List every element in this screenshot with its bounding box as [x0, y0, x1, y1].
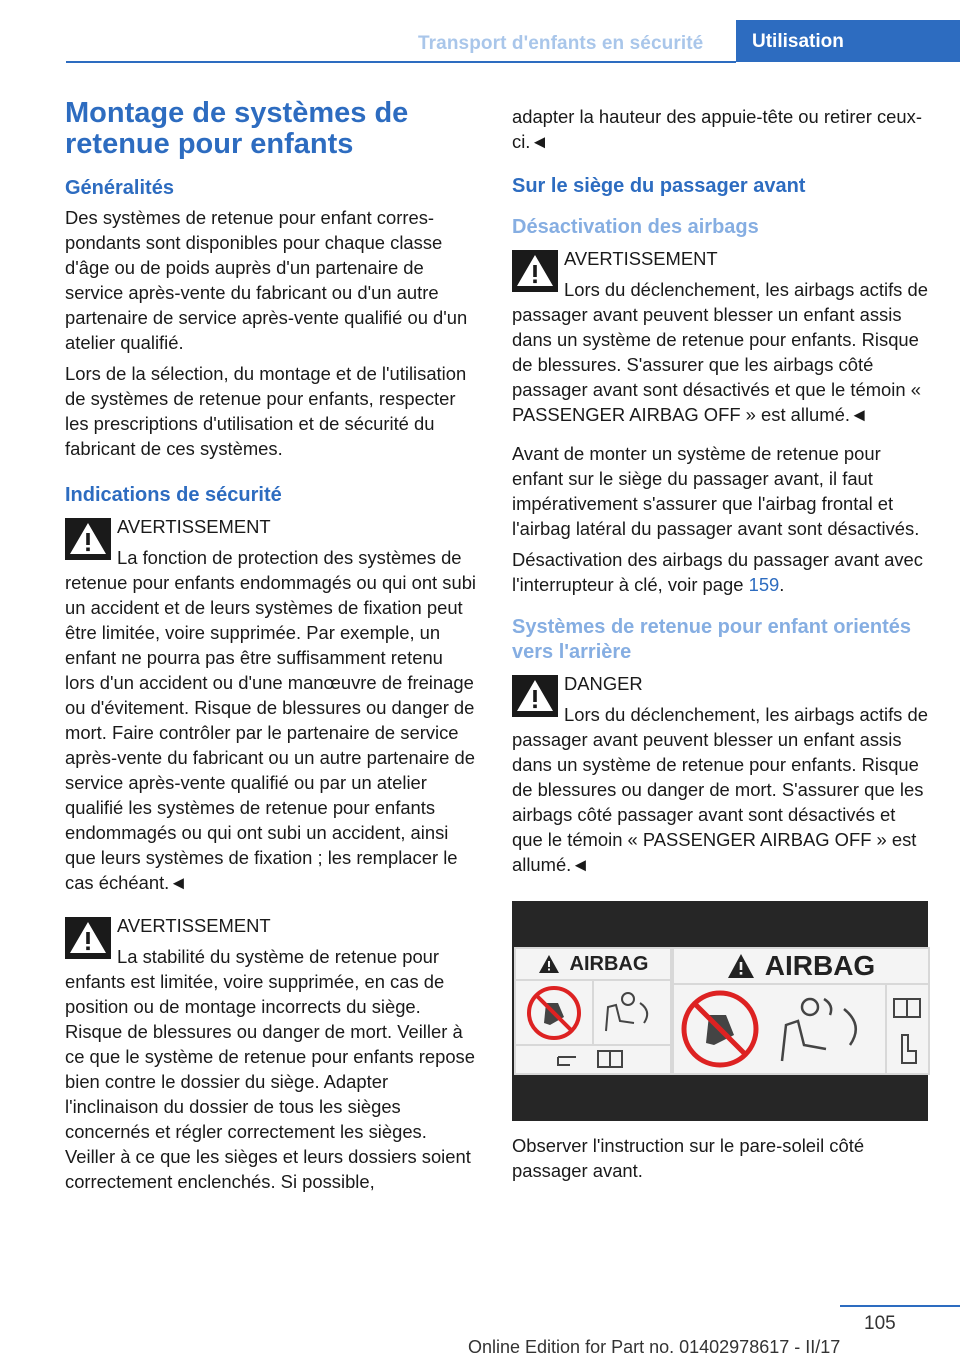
generalites-paragraph-1: Des systèmes de retenue pour enfant correspondants sont disponibles pour chaque classe d'âge ou de poids auprès d'un partenaire de service après-vente du fabricant ou d'un autre partenaire de service après-vente qualifié ou d'un atelier qualifié.	[65, 207, 468, 353]
left-column	[65, 98, 477, 1204]
systemes-arriere-heading: Systèmes de retenue pour enfant orientés vers l'arrière	[512, 616, 912, 663]
warning-block-3	[512, 246, 928, 427]
danger-block	[512, 671, 928, 877]
warning-triangle-icon	[512, 250, 558, 292]
airbag-label-small	[514, 947, 672, 1075]
manual-book-icon	[598, 1051, 622, 1067]
figure-caption: Observer l'instruction sur le pare-soleil côté passager avant.	[512, 1135, 865, 1181]
warning-triangle-icon	[512, 675, 558, 717]
warning-1-body: La fonction de protection des systèmes de retenue pour enfants endommagés ou qui ont subi un accident et de leurs systèmes de fixation peut être limitée, voire supprimée. Par exemple, un enfant ne pourra pas être suffisamment retenu lors d'un accident ou d'une manœuvre de freinage ou d'évitement. Risque de blessures ou danger de mort. Faire contrôler par le partenaire de service après-vente du fabricant ou un autre partenaire de service après-vente qualifié ou par un atelier qualifié les systèmes de retenue pour enfants endommagés ou qui ont subi un accident, ainsi que leurs systèmes de fixation ; les remplacer le cas échéant.◄	[65, 547, 477, 893]
warning-2-title: AVERTISSEMENT	[117, 915, 271, 936]
airbag-label-figure	[512, 901, 928, 1121]
page-header	[0, 0, 960, 62]
airbag-seat-icon	[606, 993, 647, 1031]
warning-triangle-icon	[65, 518, 111, 560]
avant-paragraph: Avant de monter un système de retenue pour enfant sur le siège du passager avant, il faut impérativement s'assurer que l'airbag frontal et l'airbag latéral du passager avant sont désactivés.	[512, 443, 920, 539]
warning-block-2	[65, 913, 477, 1194]
airbag-label-large-text: AIRBAG	[764, 950, 876, 981]
passager-avant-heading: Sur le siège du passager avant	[512, 175, 806, 197]
header-section-title: Transport d'enfants en sécurité	[418, 33, 704, 54]
manual-book-icon	[894, 999, 920, 1017]
hand-pointer-icon	[558, 1057, 576, 1065]
continued-text: adapter la hauteur des appuie-tête ou retirer ceux-ci.◄	[512, 106, 922, 152]
hand-pointer-icon	[902, 1035, 916, 1063]
desactivation-text: Désactivation des airbags du passager avant avec l'interrupteur à clé, voir page	[512, 549, 923, 595]
generalites-heading: Généralités	[65, 177, 174, 199]
warning-3-title: AVERTISSEMENT	[564, 248, 718, 269]
page-number: 105	[864, 1313, 896, 1334]
warning-3-body: Lors du déclenchement, les airbags actifs de passager avant peuvent blesser un enfant assis dans un système de retenue pour enfants. Risque de blessures. S'assurer que les airbags côté passager avant sont désactivés et que le témoin « PASSENGER AIRBAG OFF » est allumé.◄	[512, 279, 928, 425]
warning-triangle-icon	[538, 954, 560, 974]
desactivation-heading: Désactivation des airbags	[512, 216, 759, 238]
footer-rule	[840, 1305, 960, 1307]
desactivation-text-end: .	[779, 574, 785, 595]
warning-2-body: La stabilité du système de retenue pour enfants est limitée, voire supprimée, en cas de position ou de montage incorrects du siège. Risque de blessures ou danger de mort. Veiller à ce que le système de retenue pour enfants repose bien contre le dossier du siège. Adapter l'inclinaison du dossier de tous les sièges concernés et régler correctement les sièges. Veiller à ce que les sièges et leurs dossiers soient correctement enclenchés. Si possible,	[65, 946, 475, 1192]
warning-triangle-icon	[65, 917, 111, 959]
warning-triangle-icon	[727, 953, 755, 979]
airbag-seat-icon	[782, 999, 856, 1061]
warning-block-1	[65, 514, 477, 895]
no-child-seat-icon	[529, 988, 579, 1038]
warning-1-title: AVERTISSEMENT	[117, 516, 271, 537]
danger-body: Lors du déclenchement, les airbags actifs de passager avant peuvent blesser un enfant assis dans un système de retenue pour enfants. Risque de blessures ou danger de mort. S'assurer que les airbags côté passager avant sont désactivés et que le témoin « PASSENGER AIRBAG OFF » est allumé.◄	[512, 704, 928, 875]
header-chapter-tab: Utilisation	[736, 20, 960, 62]
danger-title: DANGER	[564, 673, 643, 694]
generalites-paragraph-2: Lors de la sélection, du montage et de l'utilisation de systèmes de retenue pour enfants, respecter les prescriptions d'utilisation et de sécurité du fabricant de ces systèmes.	[65, 363, 467, 459]
page-link-159[interactable]: 159	[748, 574, 780, 595]
no-child-seat-icon	[684, 993, 756, 1065]
airbag-label-small-text: AIRBAG	[569, 952, 649, 975]
header-rule	[66, 61, 736, 63]
page-title: Montage de systèmes de retenue pour enfants	[65, 97, 409, 160]
edition-note: Online Edition for Part no. 01402978617 - II/17	[468, 1337, 841, 1357]
indications-heading: Indications de sécurité	[65, 484, 282, 506]
right-column	[512, 104, 928, 1189]
desactivation-paragraph	[512, 547, 928, 597]
airbag-label-large	[672, 947, 930, 1075]
